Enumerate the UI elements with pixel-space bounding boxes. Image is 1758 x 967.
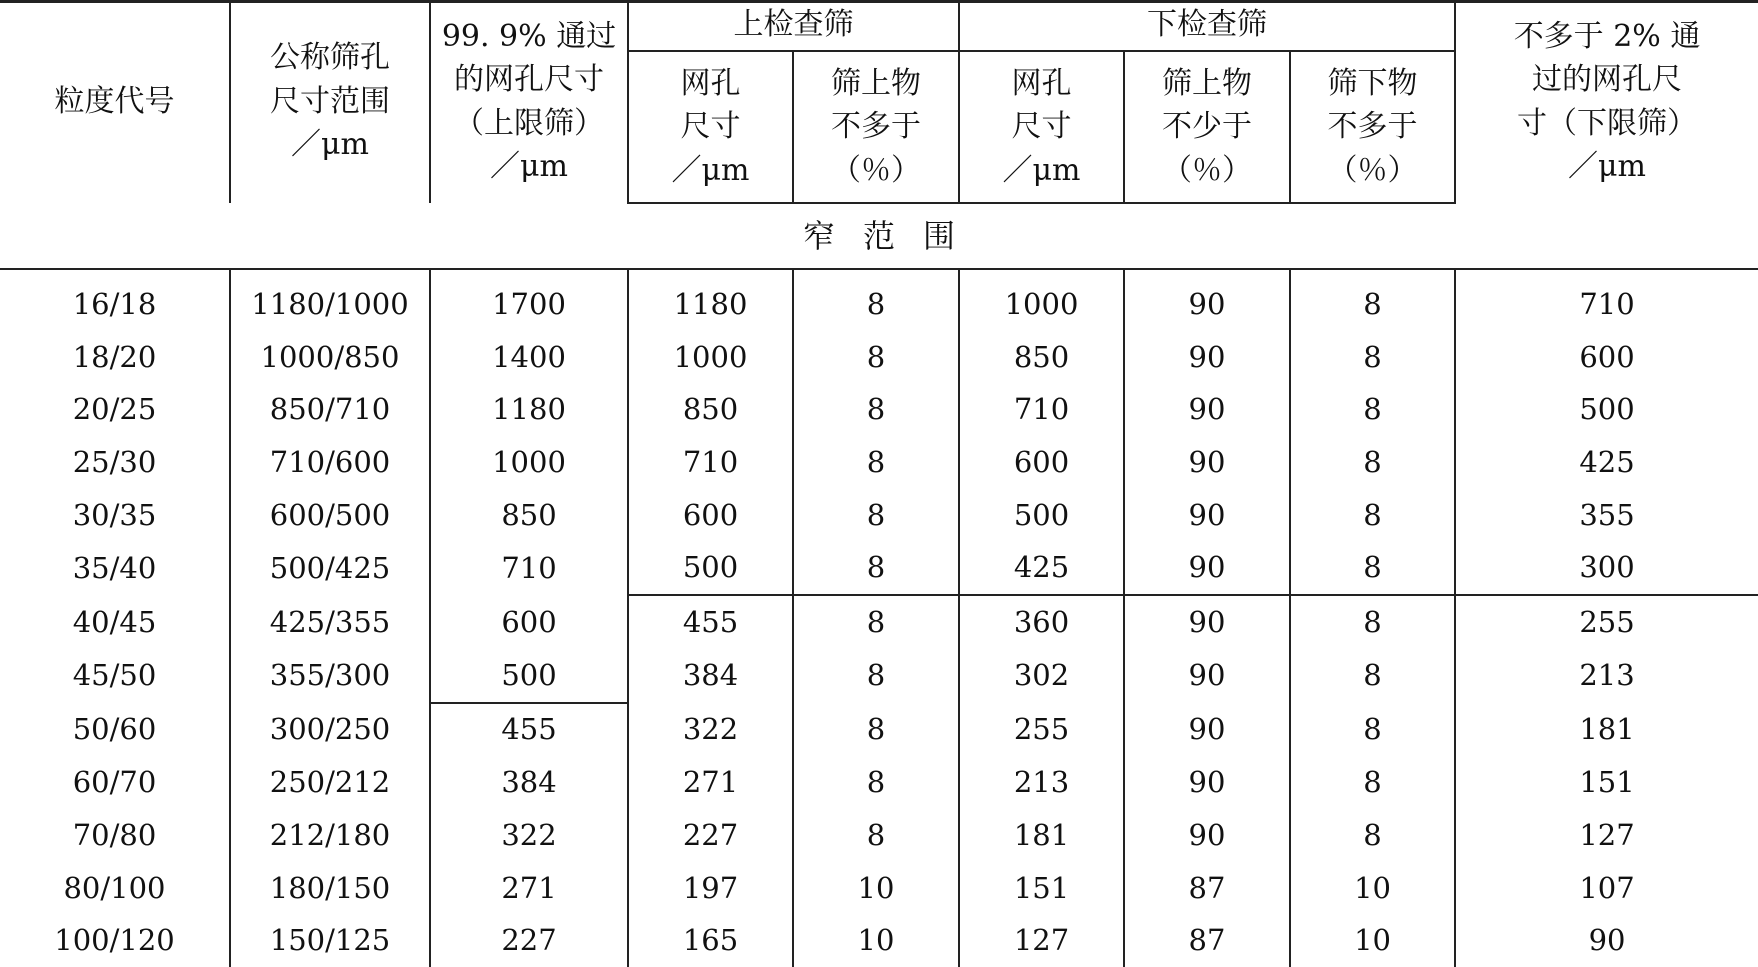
- cell-nominal-range: 850/710: [230, 383, 430, 436]
- cell-upper-mesh: 600: [628, 489, 793, 542]
- table-row: [0, 436, 1758, 489]
- header-grain-code-label: 粒度代号: [54, 83, 175, 119]
- cell-lower-undersize: 8: [1290, 436, 1455, 489]
- cell-lower-limit: 710: [1579, 286, 1635, 321]
- cell-lower-limit: 127: [1579, 817, 1635, 852]
- cell-upper-oversize: 8: [793, 541, 959, 595]
- cell-lower-oversize: 90: [1124, 541, 1290, 595]
- cell-upper-oversize: 8: [793, 269, 959, 331]
- cell-nominal-range: 600/500: [230, 489, 430, 542]
- table-row: [0, 269, 1758, 331]
- cell-lower-undersize: 8: [1290, 809, 1455, 862]
- cell-grain-code: 70/80: [0, 809, 230, 862]
- header-lower-undersize-label: 筛下物 不多于 （％）: [1327, 65, 1418, 188]
- cell-grain-code: 16/18: [0, 269, 230, 331]
- header-upper-mesh: [628, 51, 793, 203]
- cell-lower-oversize: 90: [1124, 489, 1290, 542]
- cell-lower-mesh: 600: [959, 436, 1124, 489]
- cell-lower-undersize: 8: [1290, 756, 1455, 809]
- cell-lower-oversize: 90: [1124, 383, 1290, 436]
- cell-upper-oversize: 8: [793, 489, 959, 542]
- cell-lower-undersize: 8: [1290, 703, 1455, 757]
- header-lower-check-label: 下检查筛: [1147, 7, 1268, 43]
- header-lower-mesh-label: 网孔 尺寸 ／μm: [1002, 65, 1081, 188]
- cell-lower-mesh: 1000: [959, 269, 1124, 331]
- cell-upper-oversize: 8: [793, 703, 959, 757]
- header-upper-limit-label: 99. 9% 通过 的网孔尺寸 （上限筛） ／μm: [441, 18, 617, 184]
- cell-grain-code: 80/100: [0, 862, 230, 915]
- cell-upper-oversize: 8: [793, 649, 959, 703]
- cell-grain-code: 20/25: [0, 383, 230, 436]
- header-upper-oversize: [793, 51, 959, 203]
- table-row: [0, 862, 1758, 915]
- cell-lower-oversize: 90: [1124, 703, 1290, 757]
- cell-lower-oversize: 87: [1124, 862, 1290, 915]
- cell-grain-code: 18/20: [0, 331, 230, 384]
- table-row: [0, 595, 1758, 649]
- cell-upper-oversize: 10: [793, 914, 959, 967]
- cell-upper-limit: 850: [430, 489, 628, 542]
- table-row: [0, 809, 1758, 862]
- cell-grain-code: 60/70: [0, 756, 230, 809]
- header-lower-undersize: [1290, 51, 1455, 203]
- cell-upper-limit: 1180: [430, 383, 628, 436]
- header-upper-oversize-label: 筛上物 不多于 （％）: [831, 65, 921, 188]
- table-row: [0, 649, 1758, 703]
- cell-lower-undersize: 8: [1290, 331, 1455, 384]
- cell-upper-oversize: 8: [793, 436, 959, 489]
- cell-upper-mesh: 455: [628, 595, 793, 649]
- cell-lower-undersize: 8: [1290, 383, 1455, 436]
- cell-lower-undersize: 10: [1290, 862, 1455, 915]
- cell-upper-oversize: 8: [793, 383, 959, 436]
- cell-upper-limit: 1000: [430, 436, 628, 489]
- header-upper-limit-sieve: [430, 0, 628, 203]
- cell-upper-mesh: 384: [628, 649, 793, 703]
- cell-nominal-range: 180/150: [230, 862, 430, 915]
- cell-upper-mesh: 271: [628, 756, 793, 809]
- cell-grain-code: 100/120: [0, 914, 230, 967]
- cell-upper-limit: 455: [430, 703, 628, 757]
- cell-lower-limit: 213: [1579, 658, 1635, 693]
- cell-upper-limit: 1400: [430, 331, 628, 384]
- header-upper-mesh-label: 网孔 尺寸 ／μm: [671, 65, 750, 188]
- cell-lower-limit: 425: [1579, 445, 1635, 479]
- cell-nominal-range: 1000/850: [230, 331, 430, 384]
- header-upper-check-label: 上检查筛: [733, 7, 854, 43]
- cell-nominal-range: 300/250: [230, 703, 430, 757]
- cell-lower-oversize: 90: [1124, 436, 1290, 489]
- cell-nominal-range: 425/355: [230, 595, 430, 649]
- cell-lower-limit: 255: [1579, 605, 1635, 640]
- cell-lower-limit: 151: [1579, 765, 1635, 800]
- cell-lower-mesh: 302: [959, 649, 1124, 703]
- cell-upper-oversize: 8: [793, 809, 959, 862]
- table-row: [0, 756, 1758, 809]
- table-row: [0, 541, 1758, 595]
- table-row: [0, 331, 1758, 384]
- cell-lower-mesh: 500: [959, 489, 1124, 542]
- cell-lower-undersize: 10: [1290, 914, 1455, 967]
- table-row: [0, 383, 1758, 436]
- cell-lower-oversize: 90: [1124, 649, 1290, 703]
- cell-lower-limit: 500: [1579, 392, 1635, 427]
- cell-nominal-range: 355/300: [230, 649, 430, 703]
- cell-upper-mesh: 710: [628, 436, 793, 489]
- cell-upper-mesh: 322: [628, 703, 793, 757]
- cell-upper-limit: 384: [430, 756, 628, 809]
- cell-lower-limit: 600: [1579, 339, 1635, 374]
- table-body: [0, 269, 1758, 967]
- cell-lower-mesh: 151: [959, 862, 1124, 915]
- cell-upper-mesh: 227: [628, 809, 793, 862]
- cell-nominal-range: 710/600: [230, 436, 430, 489]
- cell-lower-oversize: 90: [1124, 269, 1290, 331]
- cell-lower-oversize: 90: [1124, 595, 1290, 649]
- header-lower-mesh: [959, 51, 1124, 203]
- cell-upper-mesh: 165: [628, 914, 793, 967]
- cell-lower-undersize: 8: [1290, 595, 1455, 649]
- cell-lower-mesh: 181: [959, 809, 1124, 862]
- header-grain-code: [0, 0, 230, 203]
- cell-lower-oversize: 90: [1124, 331, 1290, 384]
- cell-nominal-range: 250/212: [230, 756, 430, 809]
- cell-upper-oversize: 8: [793, 331, 959, 384]
- table-header: [0, 0, 1758, 203]
- cell-lower-mesh: 127: [959, 914, 1124, 967]
- cell-grain-code: 50/60: [0, 703, 230, 757]
- cell-upper-limit: 271: [430, 862, 628, 915]
- cell-upper-mesh: 1000: [628, 331, 793, 384]
- header-lower-oversize-label: 筛上物 不少于 （％）: [1162, 65, 1252, 188]
- cell-lower-mesh: 850: [959, 331, 1124, 384]
- cell-nominal-range: 500/425: [230, 541, 430, 595]
- cell-upper-limit: 227: [430, 914, 628, 967]
- cell-grain-code: 30/35: [0, 489, 230, 542]
- cell-lower-limit: 300: [1455, 541, 1758, 595]
- cell-upper-mesh: 850: [628, 383, 793, 436]
- cell-lower-undersize: 8: [1290, 541, 1455, 595]
- cell-upper-mesh: 500: [628, 541, 793, 595]
- cell-lower-mesh: 360: [959, 595, 1124, 649]
- cell-upper-oversize: 10: [793, 862, 959, 915]
- cell-lower-undersize: 8: [1290, 489, 1455, 542]
- cell-upper-mesh: 1180: [628, 269, 793, 331]
- cell-lower-mesh: 213: [959, 756, 1124, 809]
- cell-lower-oversize: 90: [1124, 756, 1290, 809]
- header-nominal-range-label: 公称筛孔 尺寸范围 ／μm: [270, 40, 390, 163]
- cell-upper-limit: 500: [430, 649, 628, 703]
- header-nominal-range: [230, 0, 430, 203]
- header-lower-oversize: [1124, 51, 1290, 203]
- header-upper-check-sieve: [628, 0, 959, 51]
- cell-upper-mesh: 197: [628, 862, 793, 915]
- cell-lower-undersize: 8: [1290, 649, 1455, 703]
- cell-nominal-range: 150/125: [230, 914, 430, 967]
- header-lower-limit-sieve: [1455, 0, 1758, 203]
- cell-nominal-range: 1180/1000: [230, 269, 430, 331]
- section-title: 窄范围: [0, 203, 1758, 269]
- cell-grain-code: 40/45: [0, 595, 230, 649]
- cell-lower-limit: 355: [1579, 497, 1635, 532]
- cell-grain-code: 45/50: [0, 649, 230, 703]
- cell-lower-undersize: 8: [1290, 269, 1455, 331]
- cell-lower-oversize: 87: [1124, 914, 1290, 967]
- cell-lower-mesh: 425: [959, 541, 1124, 595]
- cell-upper-limit: 1700: [430, 269, 628, 331]
- cell-lower-oversize: 90: [1124, 809, 1290, 862]
- cell-lower-limit: 181: [1579, 711, 1635, 746]
- cell-grain-code: 25/30: [0, 436, 230, 489]
- cell-upper-limit: 322: [430, 809, 628, 862]
- cell-nominal-range: 212/180: [230, 809, 430, 862]
- table-row: [0, 914, 1758, 967]
- cell-grain-code: 35/40: [0, 541, 230, 595]
- cell-upper-limit: 600: [430, 595, 628, 649]
- cell-lower-limit: 90: [1588, 923, 1626, 958]
- table-row: [0, 703, 1758, 757]
- header-lower-limit-label: 不多于 2% 通 过的网孔尺 寸（下限筛） ／μm: [1513, 18, 1701, 184]
- table-row: [0, 489, 1758, 542]
- cell-lower-mesh: 710: [959, 383, 1124, 436]
- cell-upper-oversize: 8: [793, 595, 959, 649]
- cell-upper-limit: 710: [430, 541, 628, 595]
- cell-lower-limit: 107: [1579, 870, 1635, 905]
- cell-lower-mesh: 255: [959, 703, 1124, 757]
- cell-upper-oversize: 8: [793, 756, 959, 809]
- header-lower-check-sieve: [959, 0, 1455, 51]
